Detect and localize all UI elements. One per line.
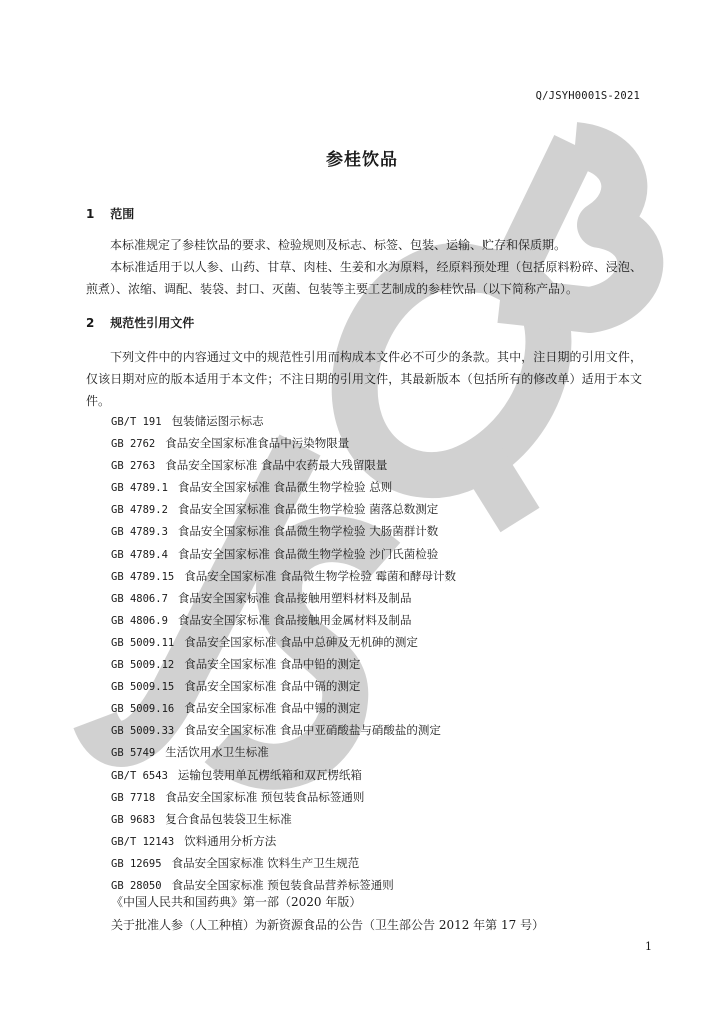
reference-code: GB 5749 [111,747,156,760]
reference-item [111,498,651,520]
reference-item [111,410,651,432]
reference-item [111,565,651,587]
reference-title: 食品安全国家标准 食品中农药最大残留限量 [165,458,388,473]
reference-title: 包装储运图示标志 [171,414,264,428]
reference-code: GB 5009.15 [111,681,175,694]
reference-item [111,852,651,874]
section-number: 1 [86,207,95,221]
announcement-reference: 关于批准人参（人工种植）为新资源食品的公告（卫生部公告 2012 年第 17 号） [111,918,545,932]
reference-item [111,675,651,697]
reference-code: GB 5009.11 [111,636,175,649]
reference-title: 食品安全国家标准 食品微生物学检验 总则 [177,480,393,495]
reference-item [111,786,651,808]
reference-title: 复合食品包装袋卫生标准 [165,811,292,826]
reference-title: 食品安全国家标准 饮料生产卫生规范 [171,855,360,870]
reference-code: GB 5009.33 [111,725,175,738]
reference-title: 食品安全国家标准 预包装食品营养标签通则 [171,877,394,892]
reference-title: 食品安全国家标准 食品中锡的测定 [184,701,361,716]
reference-item [111,808,651,830]
reference-code: GB 9683 [111,813,156,826]
reference-item [111,830,651,852]
reference-code: GB 4789.15 [111,570,175,583]
reference-title: 生活饮用水卫生标准 [165,745,269,760]
reference-code: GB 2763 [111,460,156,473]
reference-code: GB 5009.16 [111,703,175,716]
section-title: 规范性引用文件 [110,316,195,330]
section-title: 范围 [110,207,135,221]
reference-title: 食品安全国家标准 食品接触用金属材料及制品 [177,612,412,627]
section-number: 2 [86,316,95,330]
reference-item [111,543,651,565]
scope-paragraph-2: 本标准适用于以人参、山药、甘草、肉桂、生姜和水为原料，经原料预处理（包括原料粉碎、浸泡、煎煮）、浓缩、调配、装袋、封口、灭菌、包装等主要工艺制成的参桂饮品（以下简称产品）。 [86,260,642,296]
reference-title: 食品安全国家标准 食品中总砷及无机砷的测定 [184,634,418,649]
reference-code: GB 4789.2 [111,504,168,517]
reference-title: 食品安全国家标准 食品中亚硝酸盐与硝酸盐的测定 [184,723,441,738]
standard-code: Q/JSYH0001S-2021 [535,90,640,102]
reference-title: 食品安全国家标准 食品接触用塑料材料及制品 [177,590,412,605]
reference-item [111,741,651,763]
references-intro-paragraph: 下列文件中的内容通过文中的规范性引用而构成本文件必不可少的条款。其中，注日期的引用文件，仅该日期对应的版本适用于本文件；不注日期的引用文件，其最新版本（包括所有的修改单）适用于本文件。 [86,350,642,408]
reference-code: GB/T 191 [111,416,162,428]
reference-title: 食品安全国家标准 食品中镉的测定 [184,679,361,694]
reference-list [111,410,651,896]
reference-title: 食品安全国家标准 预包装食品标签通则 [165,789,365,804]
reference-item [111,454,651,476]
reference-title: 饮料通用分析方法 [184,833,277,848]
reference-code: GB/T 6543 [111,769,168,782]
reference-code: GB 5009.12 [111,659,175,672]
reference-code: GB 4789.4 [111,548,168,561]
reference-item [111,432,651,454]
reference-title: 食品安全国家标准 食品微生物学检验 大肠菌群计数 [177,524,439,539]
reference-code: GB 12695 [111,857,162,870]
reference-code: GB 28050 [111,879,162,892]
reference-item [111,520,651,542]
section-heading-scope [86,205,134,222]
reference-code: GB/T 12143 [111,835,175,848]
reference-item [111,764,651,786]
reference-title: 食品安全国家标准食品中污染物限量 [165,436,350,451]
reference-item [111,587,651,609]
document-title: 参桂饮品 [326,150,398,170]
reference-item [111,609,651,631]
reference-code: GB 2762 [111,438,156,451]
reference-title: 运输包装用单瓦楞纸箱和双瓦楞纸箱 [177,767,362,782]
reference-item [111,697,651,719]
reference-item [111,631,651,653]
reference-item [111,653,651,675]
reference-code: GB 4789.3 [111,526,168,539]
reference-title: 食品安全国家标准 食品微生物学检验 沙门氏菌检验 [177,546,439,561]
reference-item [111,476,651,498]
reference-code: GB 7718 [111,791,156,804]
page-number: 1 [645,940,652,953]
pharmacopoeia-reference: 《中国人民共和国药典》第一部（2020 年版） [111,895,362,909]
reference-title: 食品安全国家标准 食品中铅的测定 [184,657,361,672]
reference-code: GB 4806.9 [111,614,168,627]
reference-title: 食品安全国家标准 食品微生物学检验 霉菌和酵母计数 [184,568,457,583]
scope-paragraph-1: 本标准规定了参桂饮品的要求、检验规则及标志、标签、包装、运输、贮存和保质期。 [110,238,567,252]
section-heading-normative-references [86,314,194,331]
reference-title: 食品安全国家标准 食品微生物学检验 菌落总数测定 [177,502,439,517]
reference-code: GB 4789.1 [111,482,168,495]
reference-item [111,719,651,741]
reference-code: GB 4806.7 [111,592,168,605]
